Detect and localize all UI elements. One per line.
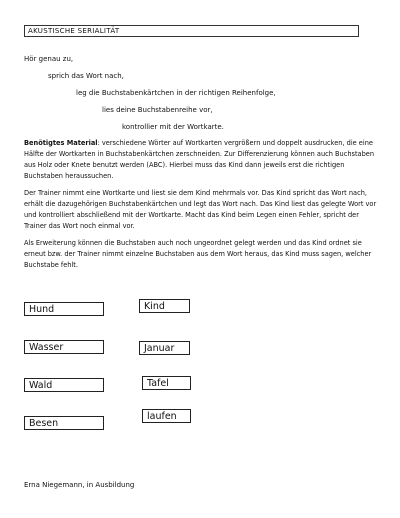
- word-card-tafel: Tafel: [142, 376, 191, 390]
- material-text: : verschiedene Wörter auf Wortkarten vergrößern und doppelt ausdrucken, die eine Hälfte der Wortkarten in Buchstabenkärtchen zerschneiden. Zur Differenzierung können auch Buchstaben aus Holz oder Knete benutzt werden (ABC). Hierbei muss das Kind dann jeweils erst die richtigen Buchstaben heraussuchen.: [24, 139, 375, 180]
- material-label: Benötigtes Material: [24, 139, 98, 147]
- material-paragraph: [24, 138, 378, 182]
- instruction-read: lies deine Buchstabenreihe vor,: [102, 106, 213, 114]
- word-card-januar: Januar: [139, 341, 190, 355]
- word-card-besen: Besen: [24, 416, 104, 430]
- document-title: AKUSTISCHE SERIALITÄT: [24, 25, 359, 37]
- word-card-kind: Kind: [139, 299, 190, 313]
- instruction-repeat: sprich das Wort nach,: [48, 72, 124, 80]
- word-card-wald: Wald: [24, 378, 104, 392]
- instruction-check: kontrollier mit der Wortkarte.: [122, 123, 224, 131]
- word-card-laufen: laufen: [142, 409, 191, 423]
- word-card-hund: Hund: [24, 302, 104, 316]
- author-footer: Erna Niegemann, in Ausbildung: [24, 481, 135, 489]
- instruction-listen: Hör genau zu,: [24, 55, 74, 63]
- instruction-arrange: leg die Buchstabenkärtchen in der richtigen Reihenfolge,: [76, 89, 276, 97]
- word-card-wasser: Wasser: [24, 340, 104, 354]
- extension-paragraph: Als Erweiterung können die Buchstaben auch noch ungeordnet gelegt werden und das Kind ordnet sie erneut bzw. der Trainer nimmt einzelne Buchstaben aus dem Wort heraus, das Kind muss sagen, welcher Buchstabe fehlt.: [24, 239, 372, 269]
- trainer-paragraph: Der Trainer nimmt eine Wortkarte und liest sie dem Kind mehrmals vor. Das Kind spricht das Wort nach, erhält die dazugehörigen Buchstabenkärtchen und legt das Wort nach. Das Kind liest das gelegte Wort vor und kontrolliert abschließend mit der Wortkarte. Macht das Kind beim Legen einen Fehler, spricht der Trainer das Wort noch einmal vor.: [24, 189, 377, 230]
